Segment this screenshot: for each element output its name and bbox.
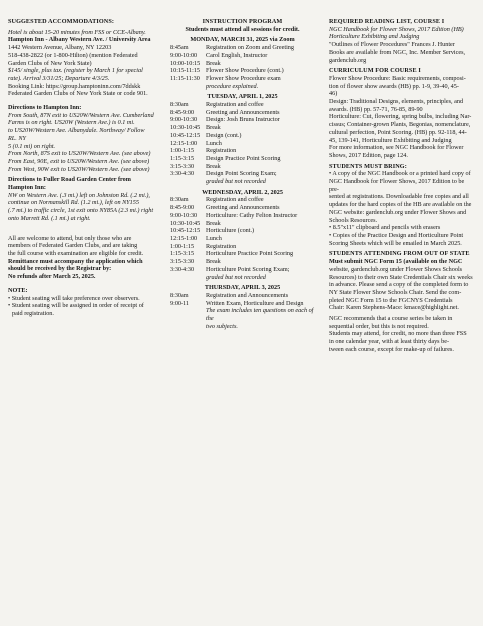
out-of-state-line: Resources) to their own State Credentials Chair six weeks — [329, 273, 473, 281]
schedule-row — [170, 101, 315, 109]
must-bring-item: • A copy of the NGC Handbook or a printed hard copy of — [329, 170, 471, 178]
schedule-row — [170, 60, 315, 68]
schedule-time: 1:00-1:15 — [170, 147, 195, 155]
out-of-state-line: pleted NGC Form 15 to the FGCNYS Credentials — [329, 296, 453, 304]
schedule-row — [170, 220, 315, 228]
schedule-row — [170, 132, 315, 140]
schedule-desc: Written Exam, Horticulture and Design — [206, 299, 304, 307]
schedule-row — [170, 170, 315, 178]
note-item: • Student seating will be assigned in order of receipt of — [8, 302, 144, 310]
schedule-row — [170, 155, 315, 163]
schedule-time: 3:15-3:30 — [170, 258, 195, 266]
instruction-program-title: INSTRUCTION PROGRAM — [202, 18, 283, 25]
schedule-desc: Design Point Scoring Exam; — [206, 170, 277, 178]
fss-directions-line: NW on Western Ave. (.3 mi.) left on Johnston Rd. (.2 mi.), — [8, 191, 150, 199]
schedule-desc: Registration and coffee — [206, 101, 264, 109]
schedule-row — [170, 163, 315, 171]
reading-line: "Outlines of Flower Procedures" Frances J. Hunter — [329, 41, 455, 49]
schedule-row — [170, 243, 315, 251]
schedule-desc: Registration — [206, 242, 237, 250]
policy-line: members of Federated Garden Clubs, and are taking — [8, 242, 138, 250]
schedule-time: 8:45am — [170, 44, 189, 52]
directions-line: From North, 87S exit to US20W/Western Ave. (see above) — [8, 150, 151, 158]
schedule-desc: Registration and coffee — [206, 196, 264, 204]
schedule-row — [170, 75, 315, 83]
note-item: paid registration. — [12, 309, 54, 317]
fss-directions-line: onto Marrett Rd. (.1 mi.) at right. — [8, 214, 91, 222]
reading-line: Books are available from NGC, Inc. Member Services, — [329, 48, 466, 56]
schedule-row — [170, 307, 315, 322]
must-bring-item: Scoring Sheets which will be emailed in March 2025. — [329, 239, 462, 247]
schedule-desc: graded but not recorded — [206, 273, 266, 281]
hotel-note: Hotel is about 15-20 minutes from FSS or CCE-Albany. — [8, 28, 146, 36]
directions-line: From South, 87N exit to US20W/Western Ave. Cumberland — [8, 111, 154, 119]
instruction-program-subtitle: Students must attend all sessions for credit. — [185, 25, 300, 33]
schedule-desc: Lunch — [206, 234, 222, 242]
out-of-state-line: in advance. Please send a copy of the completed form to — [329, 281, 469, 289]
schedule-time: 10:00-10:15 — [170, 59, 201, 67]
no-refunds-line: No refunds after March 25, 2025. — [8, 273, 96, 281]
reading-line: gardenclub.org — [329, 56, 367, 64]
schedule-row — [170, 300, 315, 308]
schedule-desc: Break — [206, 162, 221, 170]
schedule-desc: Registration — [206, 147, 237, 155]
schedule-desc: Horticulture Point Scoring Exam; — [206, 265, 290, 273]
must-bring-item: updates for the hard copies of the HB are available on the — [329, 201, 472, 209]
hotel-booking-link[interactable]: Booking Link: https://group.hamptoninn.com/7ddskk — [8, 82, 141, 90]
schedule-time: 9:00-10:00 — [170, 51, 198, 59]
schedule-time — [170, 178, 206, 186]
schedule-desc: two subjects. — [206, 322, 238, 330]
schedule-desc: Design: Josh Bruns Instructor — [206, 116, 280, 124]
curriculum-line: Shows, 2017 Edition, page 124. — [329, 151, 408, 159]
schedule-desc: procedure explained. — [206, 82, 259, 90]
must-bring-item: sented at registrations. Downloadable free copies and all — [329, 193, 469, 201]
schedule-time: 12:15-1:00 — [170, 234, 198, 242]
schedule-time: 10:30-10:45 — [170, 124, 201, 132]
directions-line: to US20W/Western Ave. Albanydale. Northway/ Follow RL. NY — [8, 127, 145, 142]
schedule-time: 10:30-10:45 — [170, 219, 201, 227]
schedule-row — [170, 204, 315, 212]
curriculum-line: Flower Show Procedure: Basic requirements, composi- — [329, 74, 466, 82]
schedule-time: 8:30am — [170, 291, 189, 299]
schedule-row — [170, 323, 315, 331]
directions-line: From West, 90W exit to US20W/Western Ave. (see above) — [8, 165, 150, 173]
schedule-time — [170, 323, 206, 331]
schedule-row — [170, 250, 315, 258]
hotel-rate: $145/ single, plus tax. (register by March 1 for special — [8, 67, 143, 75]
hotel-booking-cont: Federated Garden Clubs of New York State or code 901. — [8, 90, 148, 98]
fss-directions-line: continue on Normanskill Rd. (1.2 mi.), left on NY155 — [8, 199, 139, 207]
hotel-rate-cont: rate). Arrival 3/31/25; Departure 4/3/25. — [8, 74, 110, 82]
schedule-desc: Break — [206, 59, 221, 67]
out-of-state-line: Chair: Karen Stephens-Mace: kmace@highlight.net. — [329, 304, 459, 312]
directions-line: From East, 90E, exit to US20W/Western Ave. (see above) — [8, 157, 150, 165]
schedule-time: 3:30-4:30 — [170, 265, 195, 273]
schedule-row — [170, 178, 315, 186]
schedule-desc: graded but not recorded — [206, 178, 266, 186]
schedule-time: 10:15-11:15 — [170, 67, 201, 75]
policy-line: Remittance must accompany the application which — [8, 257, 143, 265]
schedule-time: 8:30am — [170, 101, 189, 109]
schedule-row — [170, 83, 315, 91]
must-bring-item: • 8.5"x11" clipboard and pencils with erasers — [329, 224, 441, 232]
hotel-phone-cont: Garden Clubs of New York State) — [8, 59, 92, 67]
schedule-row — [170, 67, 315, 75]
schedule-time — [170, 83, 206, 91]
schedule-desc: Lunch — [206, 139, 222, 147]
directions-line: 5 (0.1 mi) on right. — [8, 142, 56, 150]
schedule-desc: Horticulture (cont.) — [206, 227, 255, 235]
schedule-time — [170, 307, 206, 322]
directions-line: Farms is on right. US20W (Western Ave.) is 0.1 mi. — [8, 119, 135, 127]
schedule-row — [170, 44, 315, 52]
schedule-time: 10:45-12:15 — [170, 131, 201, 139]
schedule-row — [170, 140, 315, 148]
note-heading: NOTE: — [8, 286, 28, 294]
schedule-time: 3:15-3:30 — [170, 162, 195, 170]
must-bring-item: NGC Handbook for Flower Shows, 2017 Edition to be pre- — [329, 178, 465, 193]
schedule-row — [170, 116, 315, 124]
schedule-desc: Break — [206, 124, 221, 132]
schedule-time: 3:30-4:30 — [170, 170, 195, 178]
right-column — [329, 18, 475, 354]
curriculum-line: Design: Traditional Designs, elements, principles, and — [329, 98, 464, 106]
recommend-line: Students may attend, for credit, no more than three FSS — [329, 330, 467, 338]
must-bring-item: • Copies of the Practice Design and Horticulture Point — [329, 231, 464, 239]
schedule-time: 1:00-1:15 — [170, 242, 195, 250]
schedule-desc: Registration on Zoom and Greeting — [206, 44, 294, 52]
schedule-desc: Flower Show Procedure exam — [206, 74, 281, 82]
schedule-time: 1:15-3:15 — [170, 154, 195, 162]
schedule-row — [170, 227, 315, 235]
schedule-desc: Greeting and Announcements — [206, 108, 280, 116]
schedule-row — [170, 147, 315, 155]
schedule-row — [170, 258, 315, 266]
policy-line: should be received by the Registrar by: — [8, 265, 112, 273]
schedule-desc: Break — [206, 258, 221, 266]
hotel-address: 1442 Western Avenue, Albany, NY 12203 — [8, 44, 112, 52]
schedule-desc: Registration and Announcements — [206, 291, 289, 299]
schedule-time — [170, 274, 206, 282]
policy-line: All are welcome to attend, but only those who are — [8, 234, 132, 242]
schedule-time: 9:00-10:30 — [170, 211, 198, 219]
reading-line: Horticulture Exhibiting and Judging — [329, 33, 420, 41]
hotel-phone: 518-438-2822 (or 1-800-Hilton) (mention Federated — [8, 51, 138, 59]
schedule-desc: Horticulture Practice Point Scoring — [206, 250, 294, 258]
curriculum-line: awards. (HB) pp. 57-71, 76-85, 89-90 — [329, 105, 423, 113]
must-bring-item: Schools Resources. — [329, 216, 378, 224]
reading-list-heading: REQUIRED READING LIST, COURSE I — [329, 18, 445, 25]
middle-column — [170, 18, 315, 330]
policy-line: the full course with examination are eligible for credit. — [8, 249, 144, 257]
reading-line: NGC Handbook for Flower Shows, 2017 Edition (HB) — [329, 25, 464, 33]
schedule-desc: Design Practice Point Scoring — [206, 154, 281, 162]
curriculum-heading: CURRICULUM FOR COURSE I — [329, 67, 421, 75]
recommend-line: sequential order, but this is not required. — [329, 322, 429, 330]
curriculum-line: For more information, see NGC Handbook for Flower — [329, 144, 464, 152]
schedule-time: 9:00-10:30 — [170, 116, 198, 124]
out-of-state-line: Must submit NGC Form 15 (available on the NGC — [329, 258, 463, 266]
recommend-line: NGC recommends that a course series be taken in — [329, 315, 453, 323]
schedule-desc: Carol English, Instructor — [206, 51, 268, 59]
recommend-line: tween each course, except for make-up of failures. — [329, 345, 454, 353]
fss-directions-heading: Directions to Fuller Road Garden Center from Hampton Inn: — [8, 176, 131, 192]
out-of-state-heading: STUDENTS ATTENDING FROM OUT OF STATE — [329, 250, 470, 258]
day-heading-monday: MONDAY, MARCH 31, 2025 via Zoom — [190, 36, 295, 44]
left-column — [8, 18, 154, 318]
recommend-line: in one calendar year, with at least thirty days be- — [329, 338, 450, 346]
schedule-desc: Design (cont.) — [206, 131, 242, 139]
schedule-time: 10:45-12:15 — [170, 227, 201, 235]
schedule-time: 8:45-9:00 — [170, 108, 195, 116]
note-item: • Student seating will take preference over observers. — [8, 294, 140, 302]
schedule-row — [170, 266, 315, 274]
schedule-time: 11:15-11:30 — [170, 74, 200, 82]
hotel-name: Hampton Inn - Albany Western Ave. / University Area — [8, 36, 151, 44]
schedule-desc: The exam includes ten questions on each of the — [206, 307, 314, 323]
curriculum-line: cultural perfection, Point Scoring. (HB) pp. 92-118, 44- — [329, 128, 467, 136]
day-heading-thursday: THURSDAY, APRIL 3, 2025 — [204, 284, 281, 292]
schedule-row — [170, 212, 315, 220]
fss-directions-line: (.7 mi.) to traffic circle, 1st exit onto NY85A (2.3 mi.) right — [8, 207, 154, 215]
schedule-desc: Greeting and Announcements — [206, 204, 280, 212]
curriculum-line: Horticulture: Cut, flowering, spring bulbs, including Nar- — [329, 113, 472, 121]
directions-heading: Directions to Hampton Inn: — [8, 104, 82, 112]
schedule-row — [170, 124, 315, 132]
must-bring-item: NGC website: gardenclub.org under Flower Shows and — [329, 208, 467, 216]
schedule-row — [170, 274, 315, 282]
accommodations-heading: SUGGESTED ACCOMMODATIONS: — [8, 18, 115, 25]
schedule-time: 12:15-1:00 — [170, 139, 198, 147]
schedule-row — [170, 52, 315, 60]
day-heading-wednesday: WEDNESDAY, APRIL 2, 2025 — [202, 188, 283, 196]
curriculum-line: 45, 139-141, Horticulture Exhibiting and Judging — [329, 136, 452, 144]
schedule-desc: Horticulture: Cathy Felton Instructor — [206, 211, 298, 219]
schedule-row — [170, 292, 315, 300]
must-bring-heading: STUDENTS MUST BRING: — [329, 162, 407, 170]
out-of-state-line: NY State Flower Show Schools Chair. Send the com- — [329, 288, 462, 296]
schedule-desc: Flower Show Procedure (cont.) — [206, 67, 284, 75]
schedule-time: 9:00-11 — [170, 299, 190, 307]
curriculum-line: 46) — [329, 90, 338, 98]
curriculum-line: cissus; Container-grown Plants, Begonias, nomenclature, — [329, 121, 471, 129]
day-heading-tuesday: TUESDAY, APRIL 1, 2025 — [207, 93, 278, 101]
schedule-time: 8:45-9:00 — [170, 204, 195, 212]
schedule-desc: Break — [206, 219, 221, 227]
schedule-row — [170, 235, 315, 243]
out-of-state-line: website, gardenclub.org under Flower Shows Schools — [329, 265, 463, 273]
schedule-time: 1:15-3:15 — [170, 250, 195, 258]
schedule-row — [170, 109, 315, 117]
schedule-time: 8:30am — [170, 196, 189, 204]
curriculum-line: tion of flower show awards (HB) pp. 1-9, 39-40, 45- — [329, 82, 459, 90]
schedule-row — [170, 196, 315, 204]
